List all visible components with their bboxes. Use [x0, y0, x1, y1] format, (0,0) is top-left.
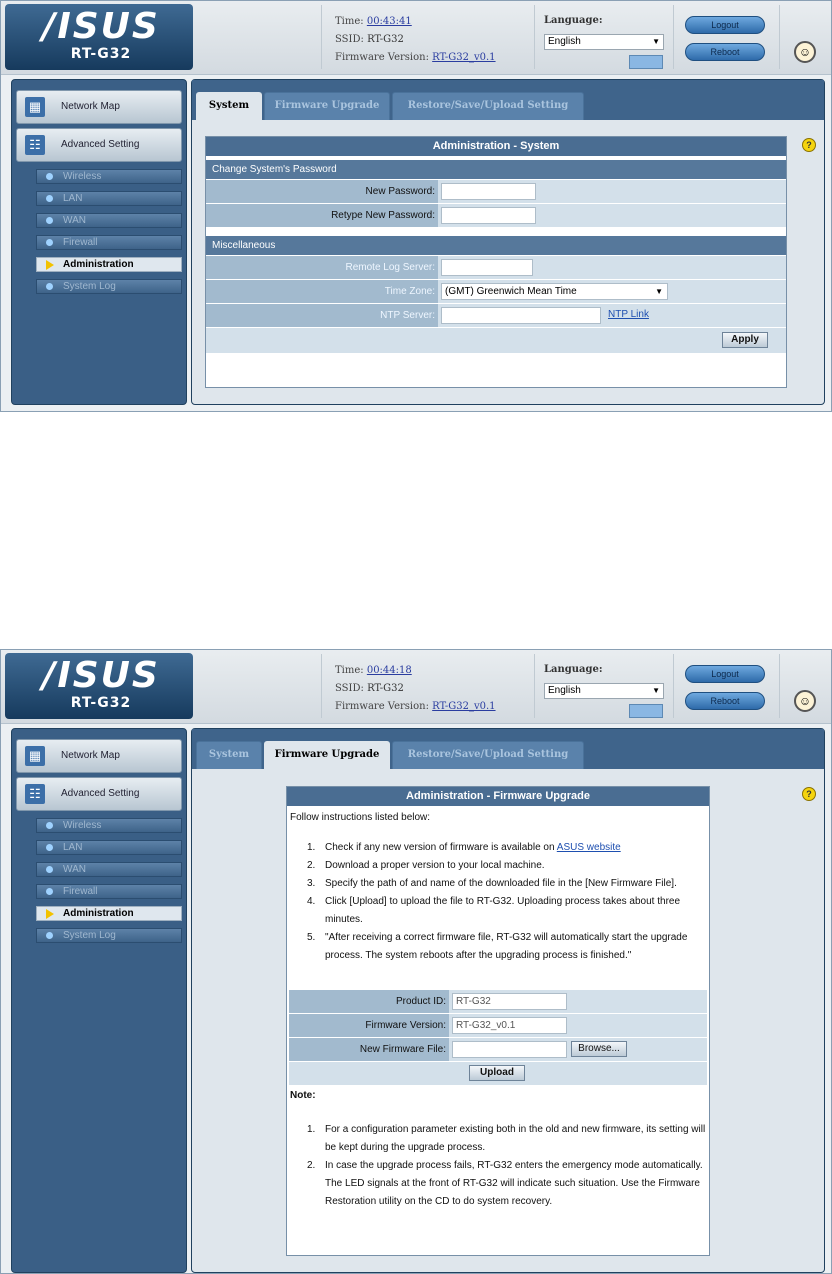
- header-divider: [534, 654, 535, 718]
- ssid-label: SSID:: [335, 34, 364, 45]
- new-firmware-file-input[interactable]: [452, 1041, 567, 1058]
- reboot-button[interactable]: Reboot: [685, 43, 765, 61]
- sidebar-item-administration[interactable]: [36, 257, 182, 272]
- sidebar-item-wireless[interactable]: [36, 169, 182, 184]
- nav-network-map[interactable]: [16, 90, 182, 124]
- tab-firmware-upgrade[interactable]: Firmware Upgrade: [264, 92, 390, 120]
- header: [1, 1, 831, 75]
- ntp-link[interactable]: NTP Link: [608, 309, 649, 320]
- system-panel: [205, 136, 787, 388]
- product-id-label: Product ID:: [289, 990, 449, 1013]
- retype-password-input[interactable]: [441, 207, 536, 224]
- bullet-icon: [46, 283, 53, 290]
- screenshot-firmware-upgrade: [0, 649, 832, 1274]
- note-label: Note:: [290, 1090, 316, 1101]
- product-id-field: RT-G32: [452, 993, 567, 1010]
- screenshot-system: [0, 0, 832, 412]
- main-content: [191, 728, 825, 1273]
- upload-button[interactable]: Upload: [469, 1065, 525, 1081]
- tab-bar: [192, 80, 824, 120]
- header-divider: [779, 654, 780, 718]
- sidebar-item-label: WAN: [63, 215, 86, 226]
- language-label: Language:: [544, 15, 603, 26]
- bullet-icon: [46, 195, 53, 202]
- chevron-down-icon: ▼: [655, 287, 663, 296]
- list-item: 4. Click [Upload] to upload the file to RT-G32. Uploading process takes about three minutes.: [307, 896, 681, 925]
- bullet-icon: [46, 932, 53, 939]
- chevron-down-icon: ▼: [652, 686, 660, 695]
- firmware-version-row: [289, 1013, 707, 1037]
- upload-row: [289, 1061, 707, 1085]
- logo-wordmark: /ISUS: [42, 655, 160, 696]
- sidebar-item-label: System Log: [63, 281, 116, 292]
- sidebar-item-firewall[interactable]: [36, 235, 182, 250]
- help-icon[interactable]: ?: [802, 787, 816, 801]
- remote-log-label: Remote Log Server:: [206, 256, 438, 279]
- tab-bar: [192, 729, 824, 769]
- apply-row: [206, 327, 786, 353]
- network-map-icon: ▦: [25, 746, 45, 766]
- chevron-down-icon: ▼: [652, 37, 660, 46]
- advanced-setting-icon: ☷: [25, 135, 45, 155]
- new-firmware-label: New Firmware File:: [289, 1038, 449, 1061]
- bullet-icon: [46, 217, 53, 224]
- language-value: English: [548, 685, 581, 696]
- network-map-icon: ▦: [25, 97, 45, 117]
- header-divider: [779, 5, 780, 69]
- header-divider: [673, 5, 674, 69]
- sidebar-item-wan[interactable]: [36, 862, 182, 877]
- firmware-link[interactable]: RT-G32_v0.1: [432, 701, 496, 712]
- nav-network-map-label: Network Map: [61, 101, 120, 112]
- upgrade-form: [289, 989, 707, 1085]
- list-item: 5. "After receiving a correct firmware file, RT-G32 will automatically start the upgrade process. The system reboots after the upgrading process is finished.": [307, 932, 688, 961]
- sidebar-item-label: WAN: [63, 864, 86, 875]
- ssid-label: SSID:: [335, 683, 364, 694]
- nav-advanced-label: Advanced Setting: [61, 139, 140, 150]
- model-name: RT-G32: [70, 46, 132, 62]
- bullet-icon: [46, 822, 53, 829]
- timezone-select[interactable]: [441, 283, 668, 300]
- sidebar-item-administration[interactable]: [36, 906, 182, 921]
- apply-button[interactable]: Apply: [722, 332, 768, 348]
- list-item: 1. Check if any new version of firmware is available on ASUS website: [307, 842, 621, 853]
- language-apply-button[interactable]: [629, 55, 663, 69]
- ntp-row: [206, 303, 786, 327]
- sidebar-item-wan[interactable]: [36, 213, 182, 228]
- panel-title: Administration - System: [206, 137, 786, 156]
- remote-log-input[interactable]: [441, 259, 533, 276]
- firmware-version-label: Firmware Version:: [289, 1014, 449, 1037]
- retype-password-label: Retype New Password:: [206, 204, 438, 227]
- header-divider: [321, 654, 322, 718]
- language-label: Language:: [544, 664, 603, 675]
- sidebar: [11, 79, 187, 405]
- sidebar-item-label: Firewall: [63, 237, 98, 248]
- model-name: RT-G32: [70, 695, 132, 711]
- sidebar-item-label: Administration: [63, 908, 134, 919]
- bullet-icon: [46, 844, 53, 851]
- bullet-icon: [46, 866, 53, 873]
- tab-restore-save-upload[interactable]: Restore/Save/Upload Setting: [392, 741, 584, 769]
- tab-firmware-upgrade[interactable]: Firmware Upgrade: [264, 741, 390, 769]
- tab-system[interactable]: System: [196, 741, 262, 769]
- nav-network-map[interactable]: [16, 739, 182, 773]
- sidebar-item-firewall[interactable]: [36, 884, 182, 899]
- status-info: [335, 13, 496, 67]
- time-value[interactable]: 00:43:41: [366, 16, 412, 27]
- sidebar-item-label: Administration: [63, 259, 134, 270]
- section-password-header: Change System's Password: [206, 159, 786, 179]
- nav-advanced-setting[interactable]: [16, 128, 182, 162]
- bullet-icon: [46, 239, 53, 246]
- new-password-label: New Password:: [206, 180, 438, 203]
- list-item: 2. Download a proper version to your local machine.: [307, 860, 545, 871]
- smiley-icon[interactable]: ☺: [794, 690, 816, 712]
- bullet-icon: [46, 888, 53, 895]
- timezone-value: (GMT) Greenwich Mean Time: [445, 286, 577, 297]
- time-label: Time:: [335, 665, 364, 676]
- nav-advanced-label: Advanced Setting: [61, 788, 140, 799]
- language-apply-button[interactable]: [629, 704, 663, 718]
- logout-button[interactable]: Logout: [685, 665, 765, 683]
- brand-logo: [5, 4, 193, 70]
- smiley-icon[interactable]: ☺: [794, 41, 816, 63]
- new-password-input[interactable]: [441, 183, 536, 200]
- logout-button[interactable]: Logout: [685, 16, 765, 34]
- sidebar-item-label: LAN: [63, 193, 83, 204]
- tab-restore-save-upload[interactable]: Restore/Save/Upload Setting: [392, 92, 584, 120]
- arrow-right-icon: [46, 260, 54, 270]
- ssid-value: RT-G32: [367, 34, 404, 45]
- firmware-link[interactable]: RT-G32_v0.1: [432, 52, 496, 63]
- remote-log-row: [206, 255, 786, 279]
- new-firmware-row: [289, 1037, 707, 1061]
- sidebar-item-system-log[interactable]: [36, 928, 182, 943]
- sidebar-item-label: Wireless: [63, 171, 102, 182]
- help-icon[interactable]: ?: [802, 138, 816, 152]
- language-select[interactable]: [544, 34, 664, 50]
- product-id-row: [289, 989, 707, 1013]
- firmware-panel: [286, 786, 710, 1256]
- arrow-right-icon: [46, 909, 54, 919]
- header-divider: [321, 5, 322, 69]
- notes-list: [297, 1121, 707, 1211]
- list-item: 2. In case the upgrade process fails, RT-G32 enters the emergency mode automatically. The LED signals at the front of RT-G32 will indicate such situation. Use the Firmware Restoration utility on the CD to do system recovery.: [307, 1160, 703, 1207]
- sidebar-item-system-log[interactable]: [36, 279, 182, 294]
- header-divider: [673, 654, 674, 718]
- asus-website-link[interactable]: ASUS website: [556, 842, 621, 853]
- nav-network-map-label: Network Map: [61, 750, 120, 761]
- ntp-input[interactable]: [441, 307, 601, 324]
- timezone-label: Time Zone:: [206, 280, 438, 303]
- reboot-button[interactable]: Reboot: [685, 692, 765, 710]
- tab-system[interactable]: System: [196, 92, 262, 120]
- advanced-setting-icon: ☷: [25, 784, 45, 804]
- language-value: English: [548, 36, 581, 47]
- sidebar-item-lan[interactable]: [36, 840, 182, 855]
- header-divider: [534, 5, 535, 69]
- panel-title: Administration - Firmware Upgrade: [287, 787, 709, 806]
- timezone-row: [206, 279, 786, 303]
- firmware-label: Firmware Version:: [335, 701, 429, 712]
- logo-wordmark: /ISUS: [42, 6, 160, 47]
- sidebar-item-wireless[interactable]: [36, 818, 182, 833]
- nav-advanced-setting[interactable]: [16, 777, 182, 811]
- list-item: 1. For a configuration parameter existing both in the old and new firmware, its setting will be kept during the upgrade process.: [307, 1124, 706, 1153]
- new-password-row: [206, 179, 786, 203]
- instructions-intro: Follow instructions listed below:: [290, 812, 431, 823]
- sidebar-item-label: LAN: [63, 842, 83, 853]
- browse-button[interactable]: Browse...: [571, 1041, 627, 1057]
- section-misc-header: Miscellaneous: [206, 235, 786, 255]
- brand-logo: [5, 653, 193, 719]
- ntp-label: NTP Server:: [206, 304, 438, 327]
- status-info: [335, 662, 496, 716]
- ssid-value: RT-G32: [367, 683, 404, 694]
- sidebar: [11, 728, 187, 1273]
- sidebar-item-label: Firewall: [63, 886, 98, 897]
- firmware-label: Firmware Version:: [335, 52, 429, 63]
- time-label: Time:: [335, 16, 364, 27]
- bullet-icon: [46, 173, 53, 180]
- sidebar-item-label: System Log: [63, 930, 116, 941]
- sidebar-item-label: Wireless: [63, 820, 102, 831]
- time-value[interactable]: 00:44:18: [366, 665, 412, 676]
- list-item: 3. Specify the path of and name of the downloaded file in the [New Firmware File].: [307, 878, 677, 889]
- language-select[interactable]: [544, 683, 664, 699]
- sidebar-item-lan[interactable]: [36, 191, 182, 206]
- instruction-list: [297, 839, 707, 965]
- retype-password-row: [206, 203, 786, 227]
- main-content: [191, 79, 825, 405]
- firmware-version-field: RT-G32_v0.1: [452, 1017, 567, 1034]
- header: [1, 650, 831, 724]
